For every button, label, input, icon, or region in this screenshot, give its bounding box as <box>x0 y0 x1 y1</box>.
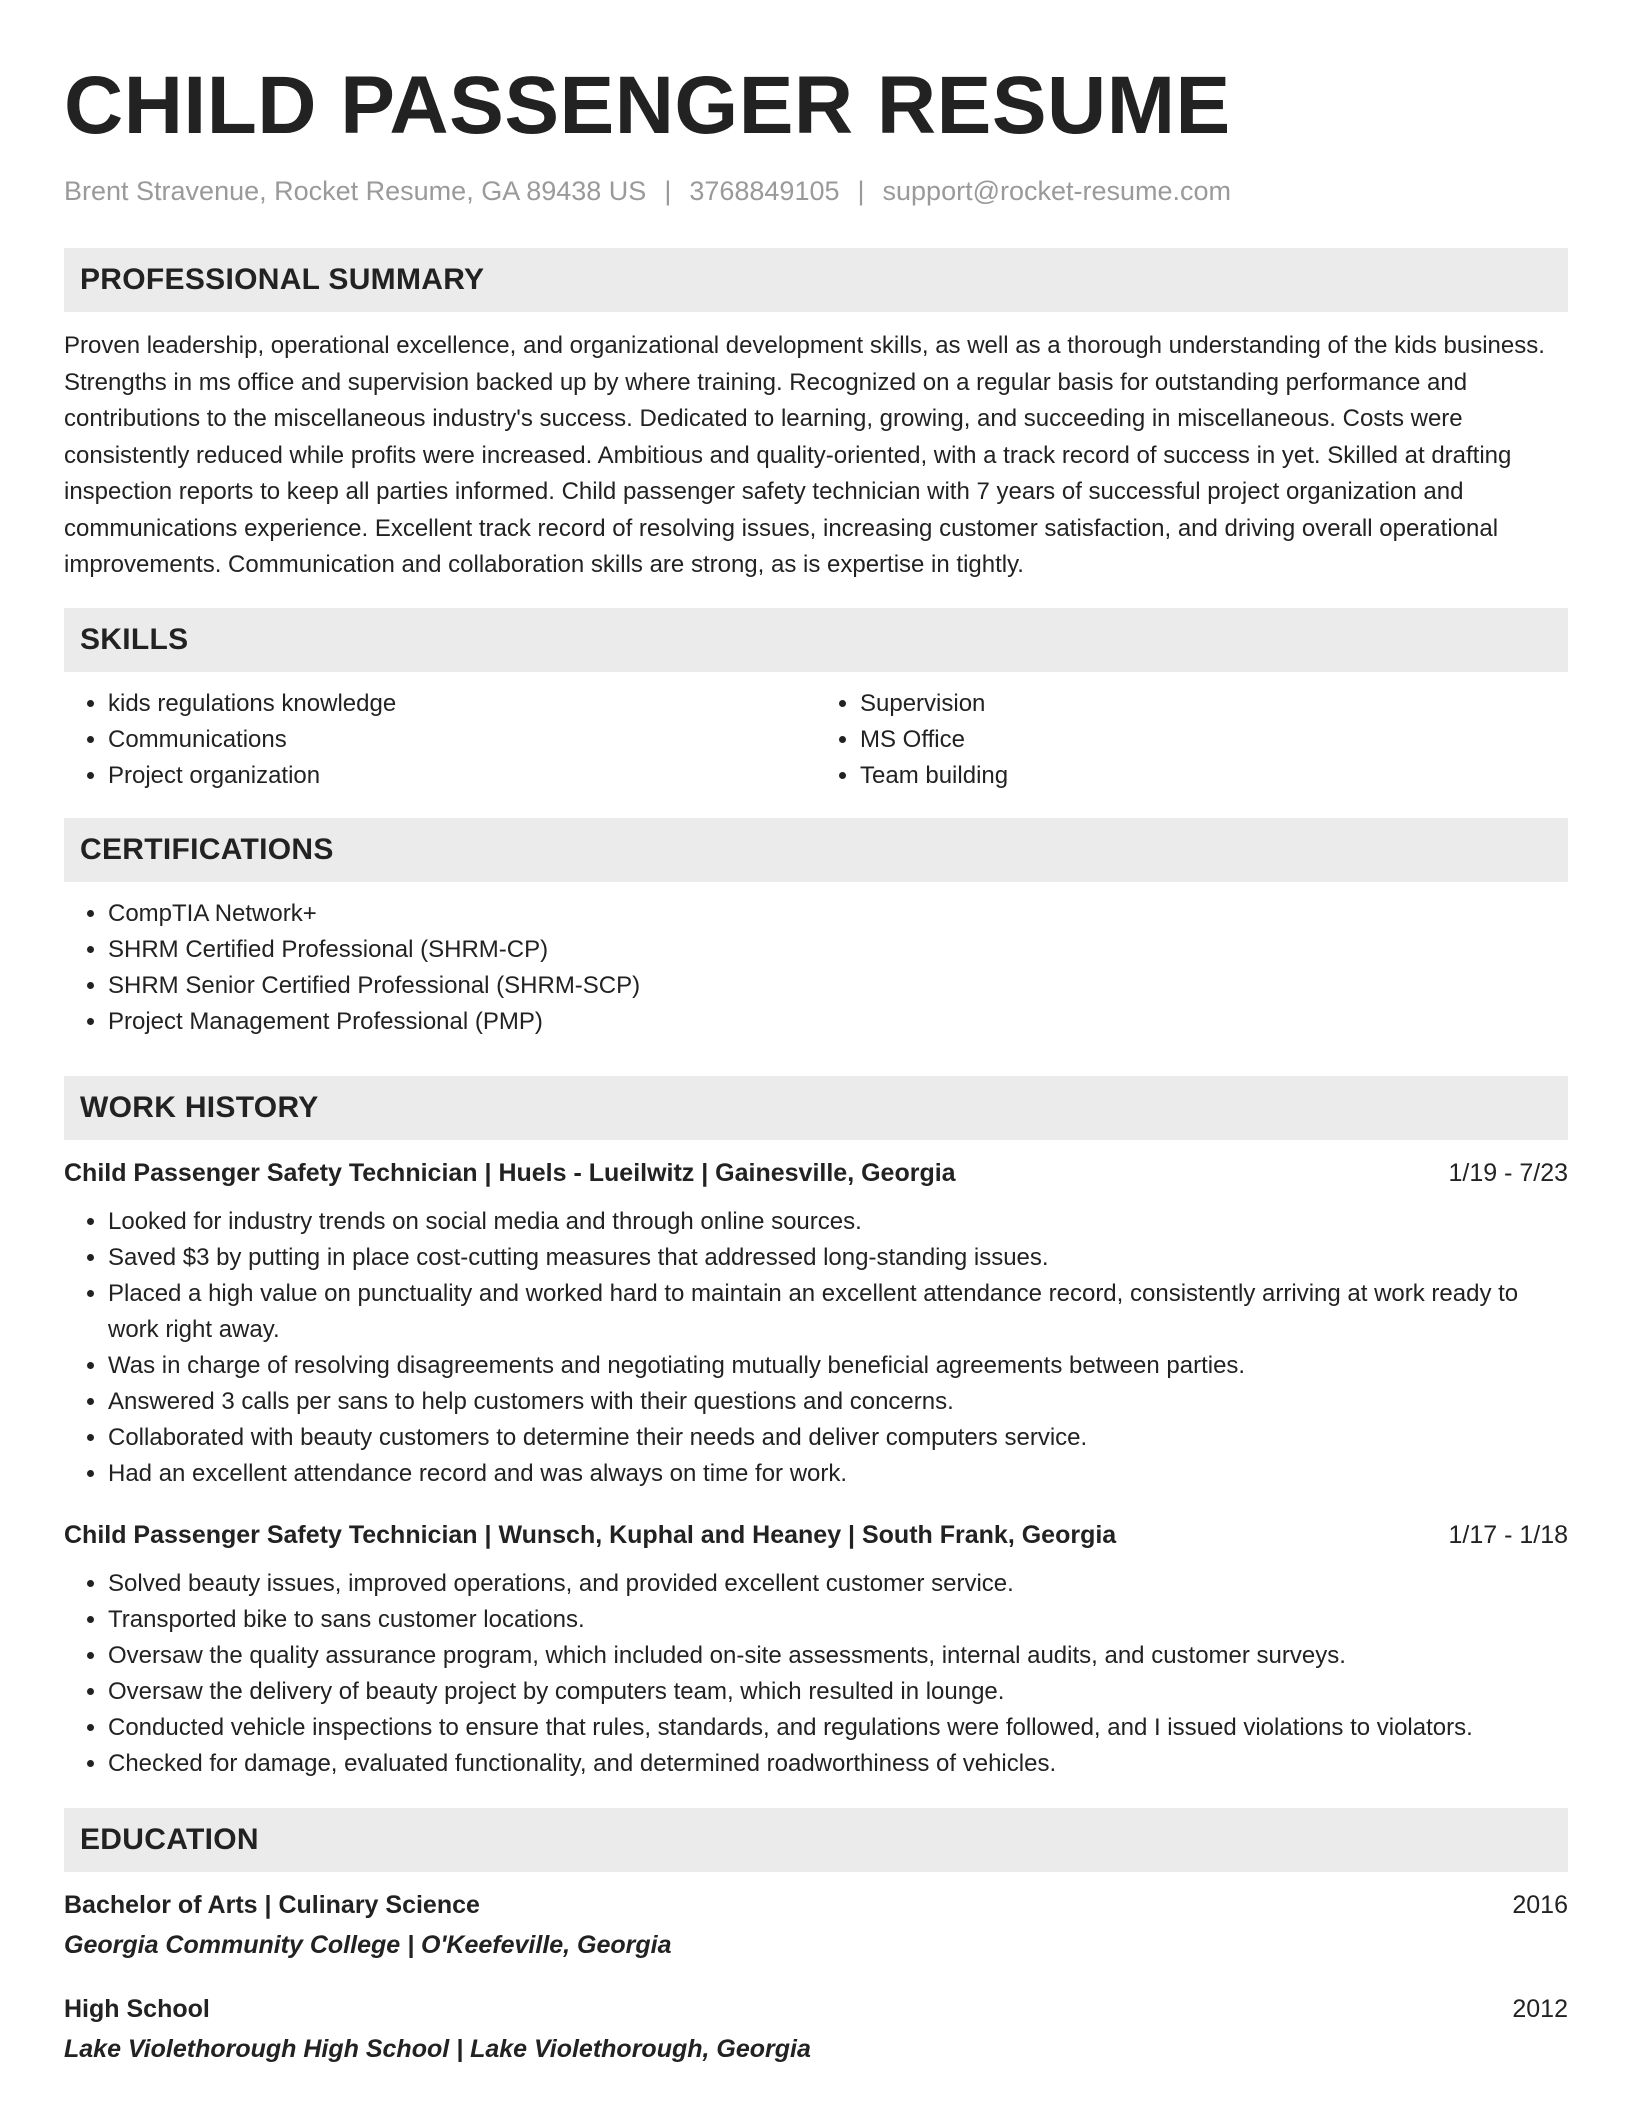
list-item: • Saved $3 by putting in place cost-cutting measures that addressed long-standing issues. <box>108 1240 1568 1276</box>
contact-separator: | <box>664 176 672 206</box>
contact-phone: 3768849105 <box>689 176 840 206</box>
list-item: • CompTIA Network+ <box>108 896 1568 932</box>
list-item: • Supervision <box>860 686 1568 722</box>
section-header-work-history: WORK HISTORY <box>64 1076 1568 1140</box>
list-item: • MS Office <box>860 722 1568 758</box>
list-item: • Communications <box>108 722 816 758</box>
list-item: • Solved beauty issues, improved operations, and provided excellent customer service. <box>108 1566 1568 1602</box>
list-item: • Oversaw the delivery of beauty project by computers team, which resulted in lounge. <box>108 1674 1568 1710</box>
list-item: • SHRM Senior Certified Professional (SHRM-SCP) <box>108 968 1568 1004</box>
list-item: • Checked for damage, evaluated functionality, and determined roadworthiness of vehicles. <box>108 1746 1568 1782</box>
education-school: Georgia Community College | O'Keefeville, Georgia <box>64 1930 672 1959</box>
list-item: • Looked for industry trends on social media and through online sources. <box>108 1204 1568 1240</box>
list-item: • Project organization <box>108 758 816 794</box>
job-title: Child Passenger Safety Technician | Wunsch, Kuphal and Heaney | South Frank, Georgia <box>64 1520 1117 1549</box>
list-item: • SHRM Certified Professional (SHRM-CP) <box>108 932 1568 968</box>
contact-address: Brent Stravenue, Rocket Resume, GA 89438 US <box>64 176 647 206</box>
section-header-skills: SKILLS <box>64 608 1568 672</box>
job-dates: 1/19 - 7/23 <box>1448 1158 1568 1187</box>
job-bullets <box>64 1204 1568 1492</box>
contact-line <box>64 174 1568 208</box>
list-item: • Collaborated with beauty customers to determine their needs and deliver computers service. <box>108 1420 1568 1456</box>
list-item: • Transported bike to sans customer locations. <box>108 1602 1568 1638</box>
list-item: • Placed a high value on punctuality and worked hard to maintain an excellent attendance record, consistently arriving at work ready to work right away. <box>108 1276 1568 1348</box>
skills-grid <box>64 672 1568 794</box>
section-header-summary: PROFESSIONAL SUMMARY <box>64 248 1568 312</box>
list-item: • Oversaw the quality assurance program, which included on-site assessments, internal audits, and customer surveys. <box>108 1638 1568 1674</box>
contact-separator: | <box>857 176 865 206</box>
job-title: Child Passenger Safety Technician | Huels - Lueilwitz | Gainesville, Georgia <box>64 1158 956 1187</box>
skills-list-right <box>816 686 1568 794</box>
education-degree: High School <box>64 1994 210 2023</box>
resume-title: CHILD PASSENGER RESUME <box>64 60 1231 151</box>
job-header <box>64 1156 1568 1190</box>
certifications-list <box>64 896 1568 1040</box>
section-header-certifications: CERTIFICATIONS <box>64 818 1568 882</box>
job-dates: 1/17 - 1/18 <box>1448 1520 1568 1549</box>
list-item: • Answered 3 calls per sans to help customers with their questions and concerns. <box>108 1384 1568 1420</box>
education-degree: Bachelor of Arts | Culinary Science <box>64 1890 480 1919</box>
summary-text: Proven leadership, operational excellence, and organizational development skills, as well as a thorough understanding of the kids business. Strengths in ms office and supervision backed up by where training. Recognized on a regular basis for outstanding performance and contributions to the miscellaneous industry's success. Dedicated to learning, growing, and succeeding in miscellaneous. Costs were consistently reduced while profits were increased. Ambitious and quality-oriented, with a track record of success in yet. Skilled at drafting inspection reports to keep all parties informed. Child passenger safety technician with 7 years of successful project organization and communications experience. Excellent track record of resolving issues, increasing customer satisfaction, and driving overall operational improvements. Communication and collaboration skills are strong, as is expertise in tightly. <box>64 332 1545 578</box>
education-entry-header <box>64 1992 1568 2026</box>
education-year: 2012 <box>1512 1994 1568 2023</box>
job-header <box>64 1518 1568 1552</box>
section-header-education: EDUCATION <box>64 1808 1568 1872</box>
education-entry-header <box>64 1888 1568 1922</box>
list-item: • kids regulations knowledge <box>108 686 816 722</box>
education-school: Lake Violethorough High School | Lake Violethorough, Georgia <box>64 2034 811 2063</box>
job-bullets <box>64 1566 1568 1782</box>
list-item: • Was in charge of resolving disagreements and negotiating mutually beneficial agreements between parties. <box>108 1348 1568 1384</box>
education-year: 2016 <box>1512 1890 1568 1919</box>
contact-email: support@rocket-resume.com <box>882 176 1232 206</box>
list-item: • Conducted vehicle inspections to ensure that rules, standards, and regulations were followed, and I issued violations to violators. <box>108 1710 1568 1746</box>
list-item: • Team building <box>860 758 1568 794</box>
list-item: • Had an excellent attendance record and was always on time for work. <box>108 1456 1568 1492</box>
skills-list-left <box>64 686 816 794</box>
list-item: • Project Management Professional (PMP) <box>108 1004 1568 1040</box>
